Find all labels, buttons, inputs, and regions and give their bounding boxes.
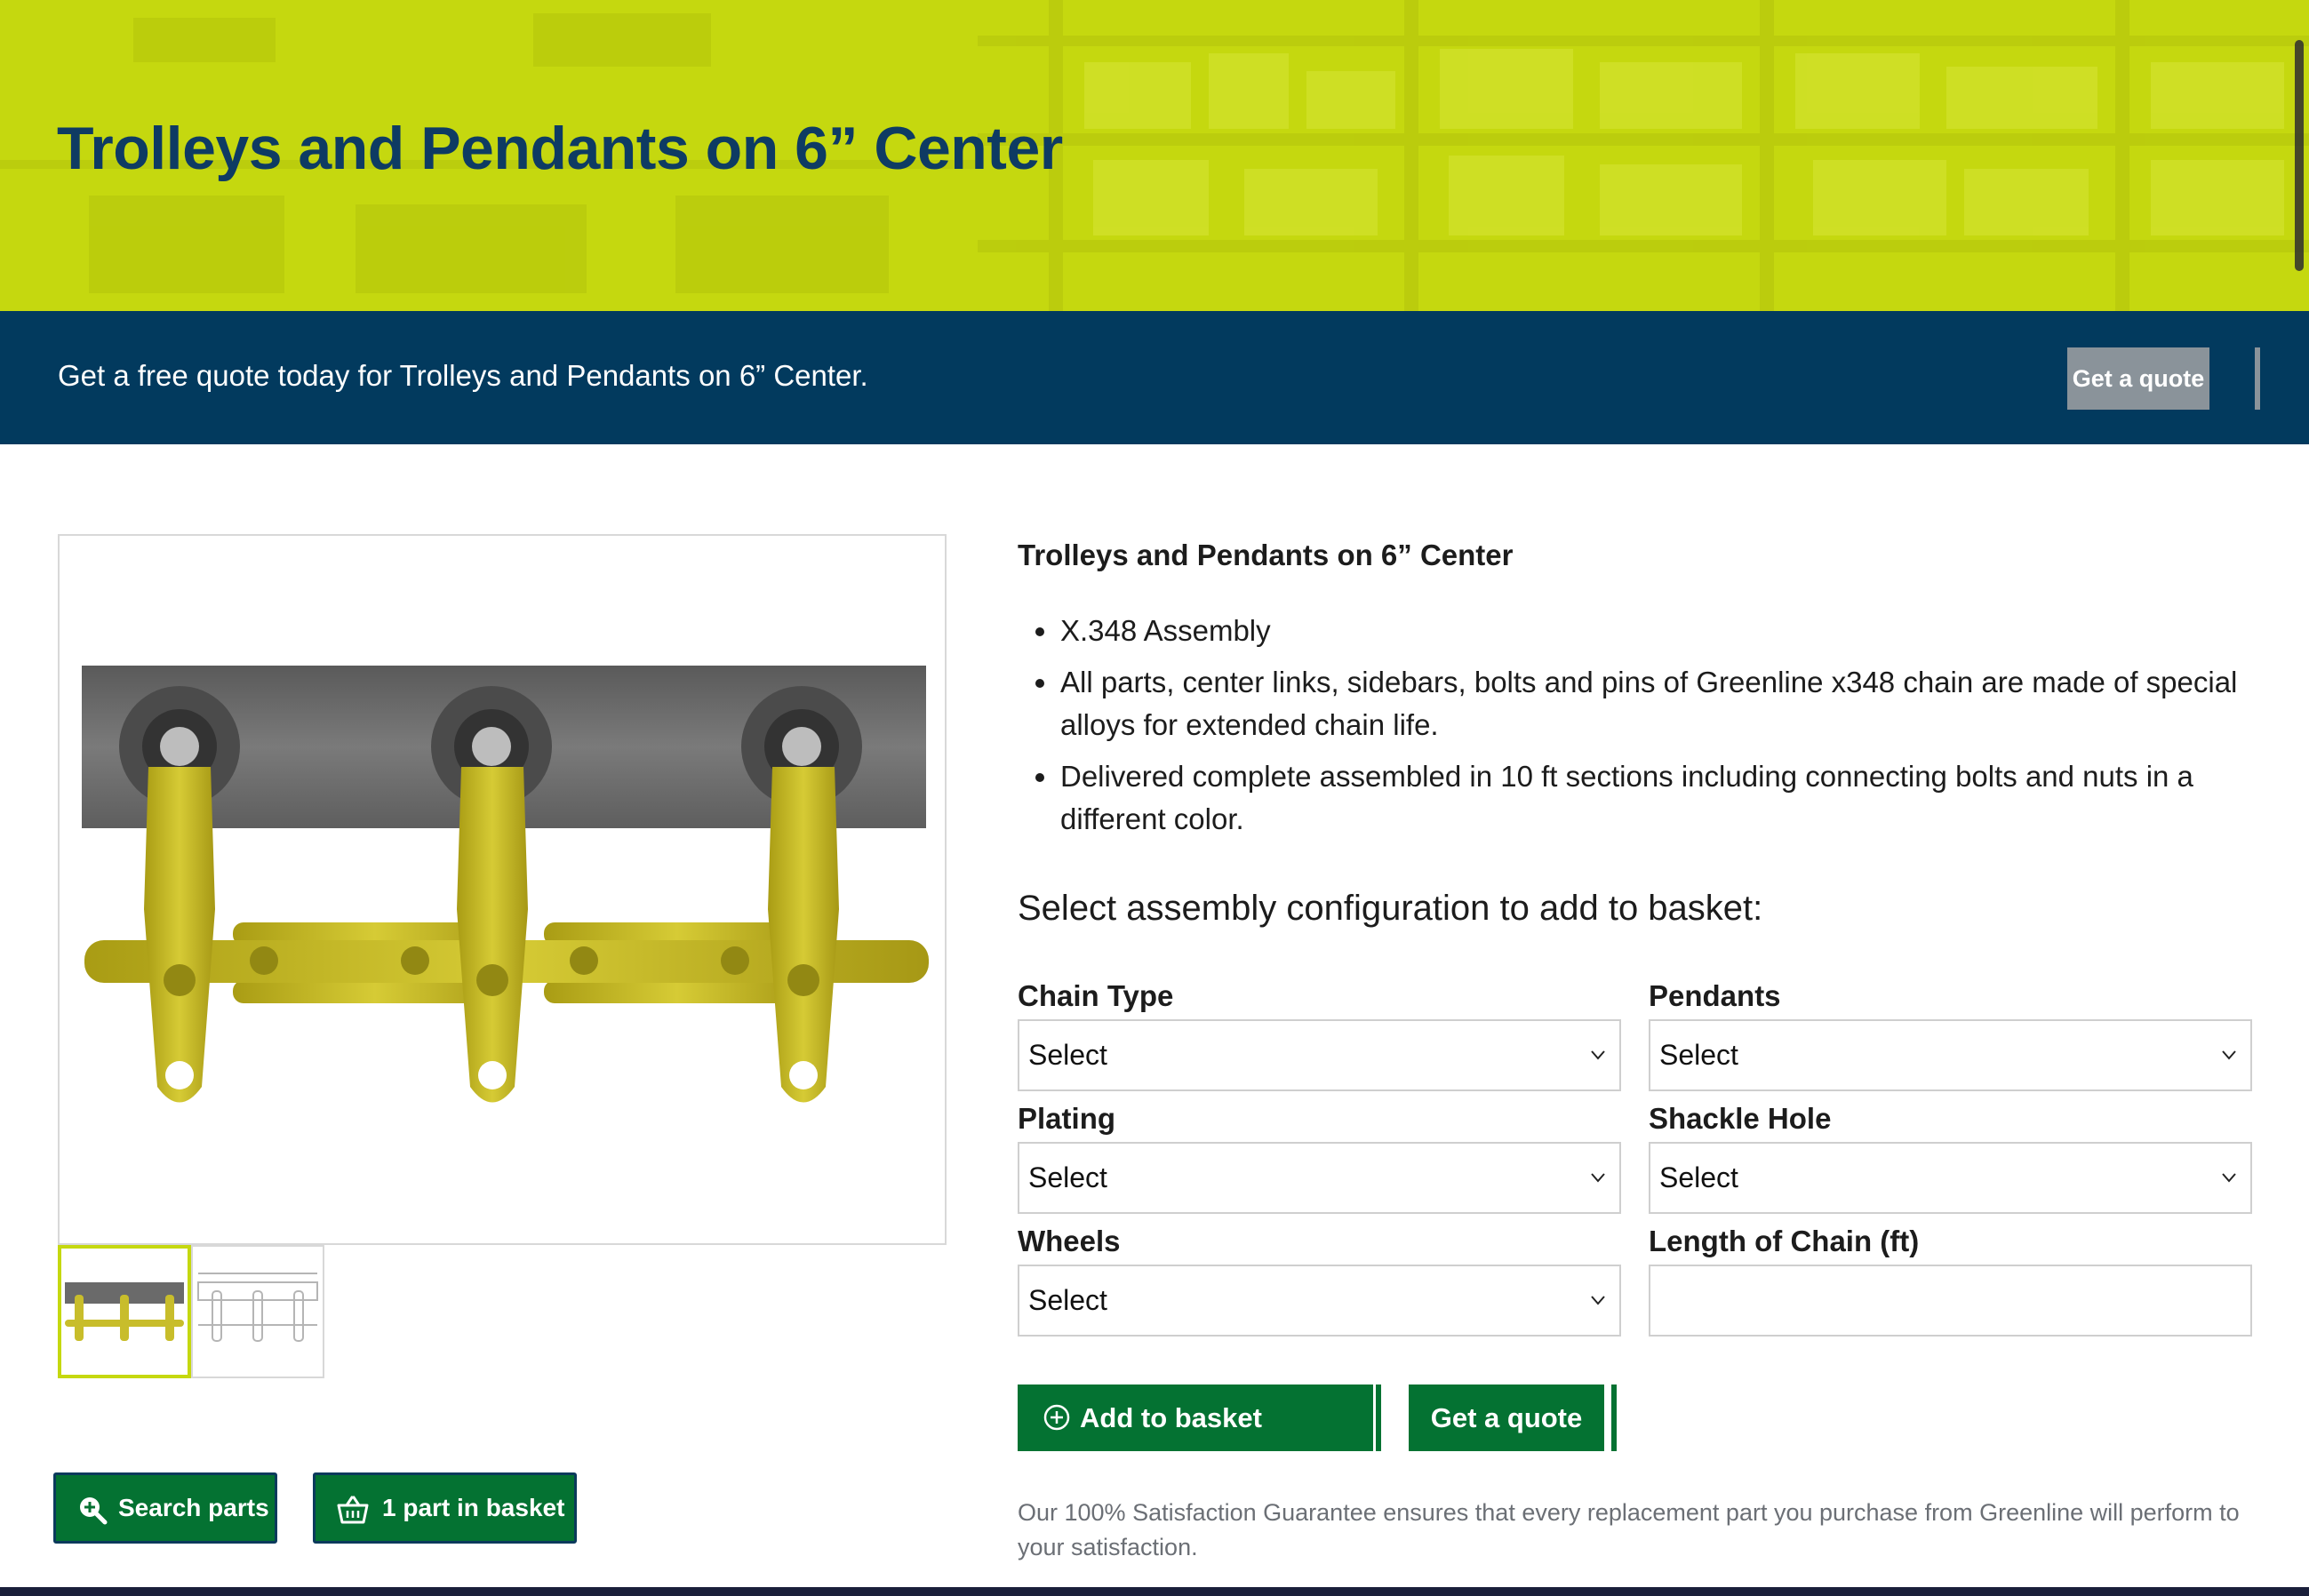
chain-length-input[interactable] (1649, 1265, 2252, 1337)
wheels-value: Select (1028, 1284, 1107, 1316)
pendants-select[interactable] (1649, 1019, 2252, 1091)
chain-type-select[interactable] (1018, 1019, 1621, 1091)
hero-banner (0, 0, 2309, 311)
product-render-image (60, 536, 947, 1245)
add-to-basket-label: Add to basket (1080, 1401, 1262, 1433)
button-accent-bar (1376, 1385, 1381, 1451)
product-title: Trolleys and Pendants on 6” Center (1018, 539, 1514, 571)
page-title: Trolleys and Pendants on 6” Center (57, 115, 1063, 182)
feature-item: X.348 Assembly (1018, 610, 2253, 652)
pendants-label: Pendants (1649, 979, 1781, 1012)
button-accent-bar (1611, 1385, 1617, 1451)
chain-type-label: Chain Type (1018, 979, 1174, 1012)
product-thumbnail-drawing[interactable] (191, 1245, 324, 1378)
search-parts-label: Search parts (118, 1494, 269, 1521)
shackle-hole-select[interactable] (1649, 1142, 2252, 1214)
search-zoom-icon (77, 1495, 108, 1525)
shackle-hole-label: Shackle Hole (1649, 1102, 1832, 1135)
product-thumbnail-render[interactable] (58, 1245, 191, 1378)
chain-length-label: Length of Chain (ft) (1649, 1225, 1920, 1257)
basket-icon (337, 1495, 369, 1525)
chain-type-value: Select (1028, 1039, 1107, 1071)
product-features-list (1018, 610, 2253, 850)
wheels-select[interactable] (1018, 1265, 1621, 1337)
basket-button[interactable] (313, 1472, 577, 1544)
quote-banner-text: Get a free quote today for Trolleys and Pendants on 6” Center. (58, 359, 868, 392)
wheels-label: Wheels (1018, 1225, 1121, 1257)
config-heading: Select assembly configuration to add to basket: (1018, 889, 1763, 928)
basket-label: 1 part in basket (382, 1494, 565, 1521)
chevron-down-icon (1589, 1046, 1607, 1064)
plus-circle-icon (1043, 1403, 1071, 1432)
window-bottom-edge (0, 1587, 2309, 1596)
feature-item: Delivered complete assembled in 10 ft sections including connecting bolts and nuts in a different color. (1018, 755, 2253, 841)
chevron-down-icon (2220, 1169, 2238, 1186)
thumbnail-drawing-image (193, 1247, 323, 1377)
satisfaction-guarantee-text: Our 100% Satisfaction Guarantee ensures that every replacement part you purchase from Greenline will perform to your satisfaction. (1018, 1499, 2240, 1560)
shackle-hole-value: Select (1659, 1161, 1738, 1193)
add-to-basket-button[interactable] (1018, 1385, 1373, 1451)
chevron-down-icon (1589, 1169, 1607, 1186)
button-accent-bar (2255, 347, 2260, 410)
chevron-down-icon (2220, 1046, 2238, 1064)
feature-item: All parts, center links, sidebars, bolts and pins of Greenline x348 chain are made of special alloys for extended chain life. (1018, 661, 2253, 746)
thumbnail-render-image (61, 1249, 188, 1375)
pendants-value: Select (1659, 1039, 1738, 1071)
page-scrollbar[interactable] (2291, 0, 2307, 1596)
chevron-down-icon (1589, 1291, 1607, 1309)
banner-get-quote-button[interactable]: Get a quote (2067, 347, 2209, 410)
plating-select[interactable] (1018, 1142, 1621, 1214)
plating-label: Plating (1018, 1102, 1116, 1135)
get-quote-button[interactable]: Get a quote (1409, 1385, 1604, 1451)
search-parts-button[interactable] (53, 1472, 277, 1544)
product-image[interactable] (58, 534, 947, 1245)
plating-value: Select (1028, 1161, 1107, 1193)
scrollbar-thumb[interactable] (2295, 40, 2304, 271)
